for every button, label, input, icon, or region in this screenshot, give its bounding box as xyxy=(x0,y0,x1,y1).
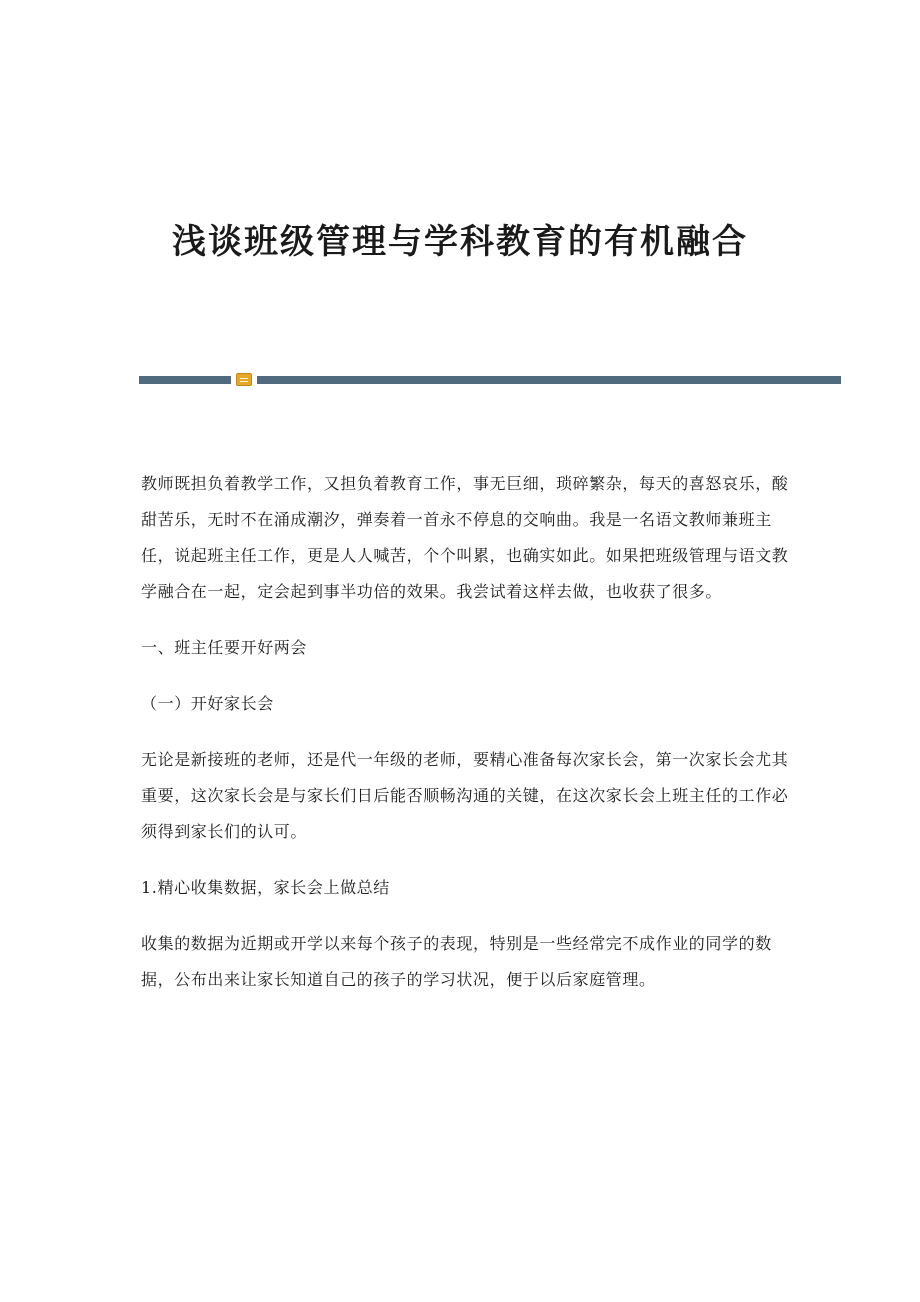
divider-ornament-icon xyxy=(236,373,252,386)
subsection-heading-1: （一）开好家长会 xyxy=(141,694,274,713)
document-title: 浅谈班级管理与学科教育的有机融合 xyxy=(172,222,748,262)
section-heading-1: 一、班主任要开好两会 xyxy=(141,638,308,657)
document-body xyxy=(141,466,801,998)
divider-bar-left xyxy=(139,376,231,384)
title-divider xyxy=(139,372,841,386)
item-heading-1: 1.精心收集数据，家长会上做总结 xyxy=(141,878,390,897)
divider-bar-right xyxy=(257,376,841,384)
intro-paragraph: 教师既担负着教学工作，又担负着教育工作，事无巨细，琐碎繁杂，每天的喜怒哀乐，酸甜苦乐，无时不在涌成潮汐，弹奏着一首永不停息的交响曲。我是一名语文教师兼班主任，说起班主任工作，更是人人喊苦，个个叫累，也确实如此。如果把班级管理与语文教学融合在一起，定会起到事半功倍的效果。我尝试着这样去做，也收获了很多。 xyxy=(141,474,789,601)
body-paragraph-1: 无论是新接班的老师，还是代一年级的老师，要精心准备每次家长会，第一次家长会尤其重要，这次家长会是与家长们日后能否顺畅沟通的关键，在这次家长会上班主任的工作必须得到家长们的认可。 xyxy=(141,750,789,841)
body-paragraph-2: 收集的数据为近期或开学以来每个孩子的表现，特别是一些经常完不成作业的同学的数据，公布出来让家长知道自己的孩子的学习状况，便于以后家庭管理。 xyxy=(141,934,772,989)
